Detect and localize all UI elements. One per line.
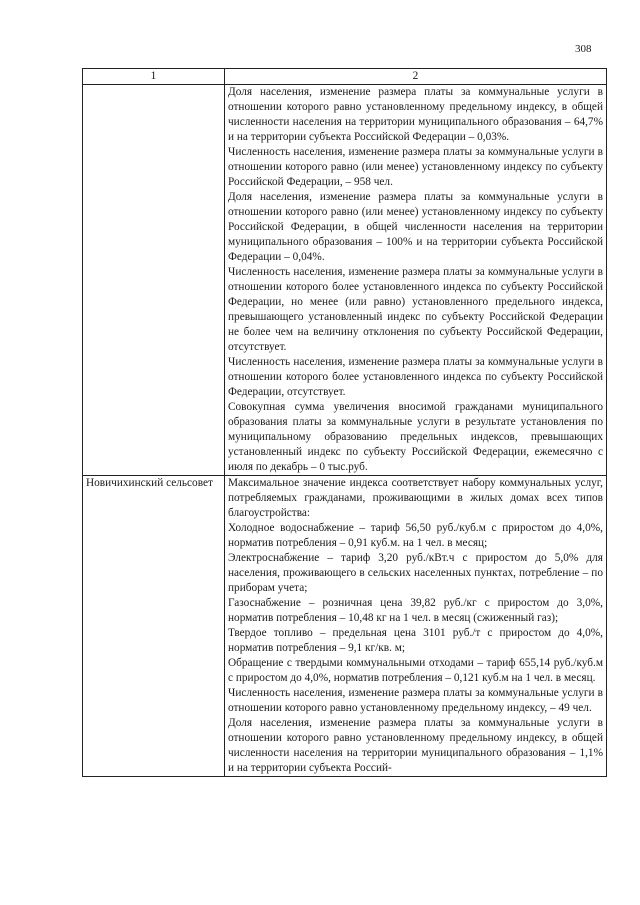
paragraph: Численность населения, изменение размера платы за коммунальные услуги в отношении которого более установленного индекса по субъекту Российской Федерации, но менее (или равно) установленного предельного индекса, превышающего установленный индекс по субъекту Российской Федерации не более чем на величину отклонения по субъекту Российской Федерации, отсутствует. bbox=[228, 266, 603, 353]
table-row bbox=[83, 85, 607, 476]
paragraph: Доля населения, изменение размера платы за коммунальные услуги в отношении которого равно установленному предельному индексу, в общей численности населения на территории муниципального образования – 64,7% и на территории субъекта Российской Федерации – 0,03%. bbox=[228, 86, 603, 143]
paragraph: Газоснабжение – розничная цена 39,82 руб./кг с приростом до 3,0%, норматив потребления – 10,48 кг на 1 чел. в месяц (сжиженный газ); bbox=[228, 597, 603, 624]
paragraph: Твердое топливо – предельная цена 3101 руб./т с приростом до 4,0%, норматив потребления – 9,1 кг/кв. м; bbox=[228, 627, 603, 654]
paragraph: Электроснабжение – тариф 3,20 руб./кВт.ч с приростом до 5,0% для населения, проживающего в сельских населенных пунктах, потребление – по приборам учета; bbox=[228, 552, 603, 594]
paragraph: Холодное водоснабжение – тариф 56,50 руб./куб.м с приростом до 4,0%, норматив потребления – 0,91 куб.м. на 1 чел. в месяц; bbox=[228, 522, 603, 549]
paragraph: Совокупная сумма увеличения вносимой гражданами муниципального образования платы за коммунальные услуги в результате установления по муниципальному образованию предельных индексов, превышающих установленный индекс по субъекту Российской Федерации, ежемесячно с июля по декабрь – 0 тыс.руб. bbox=[228, 401, 603, 473]
table-row bbox=[83, 476, 607, 777]
indicators-cell bbox=[225, 85, 607, 476]
indicators-cell bbox=[225, 476, 607, 777]
column-header-1: 1 bbox=[83, 69, 225, 85]
paragraph: Доля населения, изменение размера платы за коммунальные услуги в отношении которого равно (или менее) установленному индексу по субъекту Российской Федерации, в общей численности населения на территории муниципального образования – 100% и на территории субъекта Российской Федерации – 0,04%. bbox=[228, 191, 603, 263]
paragraph: Численность населения, изменение размера платы за коммунальные услуги в отношении которого более установленного индекса по субъекту Российской Федерации, отсутствует. bbox=[228, 356, 603, 398]
paragraph: Максимальное значение индекса соответствует набору коммунальных услуг, потребляемых гражданами, проживающими в жилых домах всех типов благоустройства: bbox=[228, 477, 603, 519]
municipality-cell: Новичихинский сельсовет bbox=[83, 476, 225, 777]
document-table bbox=[82, 68, 607, 777]
paragraph: Численность населения, изменение размера платы за коммунальные услуги в отношении которого равно установленному предельному индексу, – 49 чел. bbox=[228, 687, 603, 714]
municipality-cell bbox=[83, 85, 225, 476]
paragraph: Доля населения, изменение размера платы за коммунальные услуги в отношении которого равно установленному предельному индексу, в общей численности населения на территории муниципального образования – 1,1% и на территории субъекта Россий- bbox=[228, 717, 603, 774]
paragraph: Обращение с твердыми коммунальными отходами – тариф 655,14 руб./куб.м с приростом до 4,0%, норматив потребления – 0,121 куб.м на 1 чел. в месяц. bbox=[228, 657, 603, 684]
page-number: 308 bbox=[575, 43, 592, 55]
table-header-row bbox=[83, 69, 607, 85]
column-header-2: 2 bbox=[225, 69, 607, 85]
paragraph: Численность населения, изменение размера платы за коммунальные услуги в отношении которого равно (или менее) установленному индексу по субъекту Российской Федерации, – 958 чел. bbox=[228, 146, 603, 188]
